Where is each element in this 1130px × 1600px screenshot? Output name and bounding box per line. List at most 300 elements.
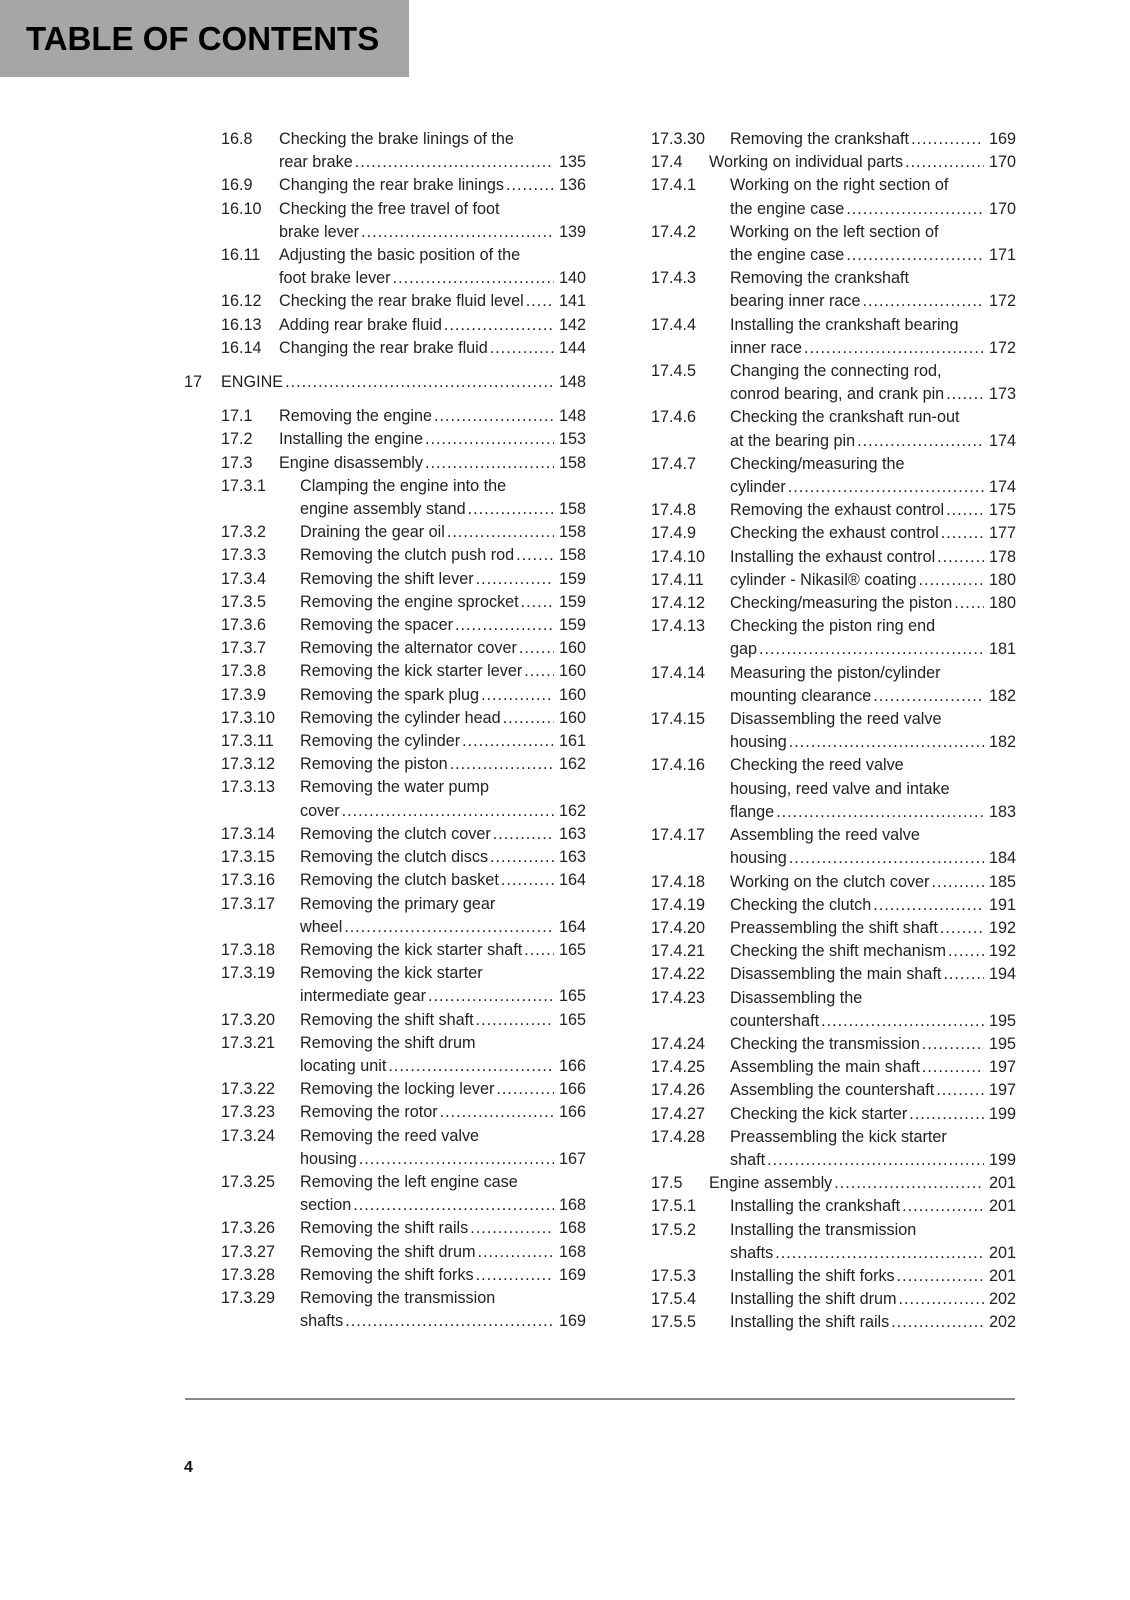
dot-leader [834,1172,984,1195]
toc-entry-title: Removing the shift lever [300,569,474,588]
toc-entry-title: Removing the cylinder head [300,708,501,727]
toc-entry-title: Changing the rear brake linings [279,176,504,195]
toc-entry-title: Checking the piston ring end [730,617,936,636]
toc-entry[interactable] [651,1265,1016,1288]
toc-entry-title: flange [730,802,775,821]
toc-entry-page: 174 [988,478,1016,497]
toc-entry-title: Removing the shift drum [300,1033,476,1052]
toc-entry-page: 197 [988,1058,1016,1077]
toc-entry-title: Installing the engine [279,430,423,449]
toc-entry-number: 16.14 [221,338,262,357]
toc-entry-page: 177 [988,524,1016,543]
toc-entry-title: Removing the kick starter shaft [300,940,523,959]
dot-leader [476,1009,554,1032]
toc-entry[interactable] [651,1219,1016,1265]
toc-entry-number: 17.3.5 [221,592,267,611]
dot-leader [506,174,554,197]
toc-entry-title: Removing the cylinder [300,732,461,751]
toc-entry[interactable] [651,546,1016,569]
toc-entry-title: Disassembling the [730,988,863,1007]
toc-entry-page: 153 [558,430,586,449]
toc-entry[interactable] [651,871,1016,894]
dot-leader [891,1311,984,1334]
toc-entry-title: Clamping the engine into the [300,476,507,495]
toc-entry-title: Draining the gear oil [300,523,445,542]
toc-entry[interactable] [651,406,1016,452]
toc-entry[interactable] [651,1288,1016,1311]
dot-leader [490,337,554,360]
toc-entry-title: Checking the crankshaft run-out [730,408,960,427]
toc-entry-title: Checking/measuring the [730,454,905,473]
toc-entry-title: the engine case [730,246,845,265]
toc-entry-number: 17.4.4 [651,315,697,334]
dot-leader [911,128,984,151]
toc-entry-title: Removing the reed valve [300,1126,480,1145]
toc-entry-title: Checking the kick starter [730,1104,908,1123]
toc-entry[interactable] [651,1079,1016,1102]
dot-leader [462,730,554,753]
toc-entry-title: Disassembling the reed valve [730,710,942,729]
toc-entry[interactable] [184,290,586,313]
toc-entry-number: 16.9 [221,176,253,195]
dot-leader [940,917,984,940]
toc-entry-title: Assembling the reed valve [730,826,920,845]
toc-entry-page: 160 [558,685,586,704]
toc-entry[interactable] [651,1172,1016,1195]
toc-entry-number: 17.4.25 [651,1058,706,1077]
toc-entry[interactable] [184,371,586,394]
toc-entry-title: Removing the crankshaft [730,269,910,288]
toc-right-column [651,128,1016,1335]
toc-entry[interactable] [651,453,1016,499]
dot-leader [434,405,554,428]
toc-entry-title: Preassembling the kick starter [730,1127,947,1146]
toc-entry-number: 17.3.20 [221,1010,276,1029]
toc-entry-number: 17.3.11 [221,732,274,751]
dot-leader [905,151,984,174]
toc-entry-page: 167 [558,1149,586,1168]
toc-entry-title: Checking the exhaust control [730,524,939,543]
toc-entry[interactable] [184,1171,586,1217]
toc-entry-number: 17.3.25 [221,1172,276,1191]
toc-entry-number: 17.3.17 [221,894,276,913]
toc-entry-number: 17.3.27 [221,1242,276,1261]
toc-entry-page: 136 [558,176,586,195]
toc-entry[interactable] [184,544,586,567]
toc-entry-number: 17.4.10 [651,547,706,566]
dot-leader [937,546,984,569]
toc-entry-number: 17.5.5 [651,1313,697,1332]
page-title: TABLE OF CONTENTS [26,20,380,57]
toc-entry-number: 17.5.4 [651,1290,697,1309]
toc-entry[interactable] [184,614,586,637]
toc-entry-number: 17.3.2 [221,523,267,542]
toc-entry-title: shafts [730,1243,774,1262]
dot-leader [481,684,554,707]
dot-leader [455,614,554,637]
toc-entry-title: housing, reed valve and intake [730,779,950,798]
toc-entry-number: 17.3.30 [651,130,706,148]
toc-entry-number: 17.3.15 [221,848,276,867]
toc-entry[interactable] [651,128,1016,151]
toc-entry-title: Working on the left section of [730,222,939,241]
toc-entry[interactable] [651,708,1016,754]
toc-entry-title: Removing the clutch cover [300,824,491,843]
toc-entry-title: the engine case [730,199,845,218]
dot-leader [521,591,554,614]
toc-entry-number: 17.4.8 [651,501,697,520]
toc-entry-title: Changing the connecting rod, [730,362,942,381]
toc-entry-page: 158 [558,546,586,565]
toc-entry-title: Removing the primary gear [300,894,496,913]
toc-entry-title: wheel [300,917,343,936]
toc-entry-page: 172 [988,292,1016,311]
toc-entry[interactable] [651,1033,1016,1056]
toc-entry[interactable] [184,244,586,290]
toc-entry-number: 17.3.12 [221,755,276,774]
toc-entry-number: 17.3.13 [221,778,276,797]
toc-entry-number: 17.3.3 [221,546,267,565]
toc-entry-number: 16.11 [221,246,261,265]
toc-entry-page: 192 [988,942,1016,961]
toc-entry-title: Removing the transmission [300,1288,496,1307]
toc-entry-title: Working on individual parts [709,153,904,172]
toc-entry[interactable] [184,1032,586,1078]
toc-entry-number: 17.4.20 [651,918,706,937]
toc-entry-title: Installing the shift forks [730,1266,895,1285]
toc-entry-number: 17.4.23 [651,988,706,1007]
dot-leader [789,731,984,754]
dot-leader [526,290,554,313]
toc-entry-page: 178 [988,547,1016,566]
toc-entry-number: 17.3.1 [221,476,267,495]
toc-entry[interactable] [651,1195,1016,1218]
toc-entry[interactable] [651,894,1016,917]
dot-leader [285,371,554,394]
toc-entry[interactable] [651,754,1016,824]
dot-leader [428,985,554,1008]
toc-entry[interactable] [184,405,586,428]
dot-leader [941,522,984,545]
toc-entry-title: Checking the shift mechanism [730,942,946,961]
dot-leader [450,753,554,776]
toc-entry-page: 180 [988,570,1016,589]
toc-entry[interactable] [651,615,1016,661]
toc-entry[interactable] [184,1287,586,1333]
toc-entry[interactable] [184,1264,586,1287]
toc-entry-page: 168 [558,1242,586,1261]
dot-leader [857,430,984,453]
toc-entry-page: 185 [988,872,1016,891]
toc-entry-page: 174 [988,431,1016,450]
toc-entry[interactable] [651,917,1016,940]
toc-entry[interactable] [184,893,586,939]
dot-leader [425,452,554,475]
toc-entry-number: 17.4.22 [651,965,706,984]
dot-leader [425,428,554,451]
toc-entry-title: engine assembly stand [300,500,466,519]
dot-leader [361,221,554,244]
dot-leader [922,1033,984,1056]
toc-entry-page: 142 [558,315,586,334]
toc-entry[interactable] [651,221,1016,267]
dot-leader [954,592,984,615]
toc-entry[interactable] [651,314,1016,360]
toc-entry-page: 158 [558,500,586,519]
toc-entry[interactable] [651,987,1016,1033]
dot-leader [898,1288,984,1311]
toc-entry-page: 164 [558,871,586,890]
toc-entry-page: 144 [558,338,586,357]
toc-entry[interactable] [184,753,586,776]
dot-leader [897,1265,984,1288]
toc-entry-title: Checking the clutch [730,895,872,914]
toc-entry[interactable] [651,1056,1016,1079]
toc-entry-title: Removing the crankshaft [730,130,910,148]
toc-entry-page: 159 [558,616,586,635]
dot-leader [468,498,554,521]
toc-entry-number: 17.3.29 [221,1288,276,1307]
toc-entry[interactable] [651,1126,1016,1172]
toc-entry-page: 160 [558,639,586,658]
toc-entry[interactable] [184,776,586,822]
toc-entry-page: 160 [558,708,586,727]
toc-entry[interactable] [651,360,1016,406]
toc-entry-page: 135 [558,153,586,172]
toc-entry[interactable] [651,940,1016,963]
toc-entry-page: 163 [558,848,586,867]
toc-entry-number: 16.8 [221,130,253,148]
toc-entry-title: Removing the shift rails [300,1219,469,1238]
toc-entry[interactable] [184,869,586,892]
toc-entry[interactable] [184,823,586,846]
toc-entry-page: 170 [988,153,1016,172]
dot-leader [946,499,984,522]
dot-leader [353,1194,554,1217]
toc-entry[interactable] [651,592,1016,615]
toc-entry[interactable] [184,198,586,244]
toc-entry-number: 17.4.15 [651,710,706,729]
toc-entry[interactable] [184,1009,586,1032]
toc-entry[interactable] [651,174,1016,220]
dot-leader [936,1079,984,1102]
toc-entry[interactable] [651,499,1016,522]
dot-leader [902,1195,984,1218]
toc-entry-number: 17.5.1 [651,1197,697,1216]
toc-entry-title: Removing the shift shaft [300,1010,474,1029]
toc-entry[interactable] [184,568,586,591]
toc-entry-page: 161 [558,732,586,751]
toc-entry-title: Preassembling the shift shaft [730,918,938,937]
toc-entry-page: 165 [558,1010,586,1029]
toc-entry-number: 17.3.19 [221,964,276,983]
toc-entry-page: 169 [558,1312,586,1331]
toc-entry[interactable] [184,1125,586,1171]
toc-entry-number: 17.3.8 [221,662,267,681]
toc-entry-title: shaft [730,1150,766,1169]
toc-entry[interactable] [651,824,1016,870]
toc-entry-title: Working on the right section of [730,176,949,195]
toc-entry-title: at the bearing pin [730,431,856,450]
toc-entry-page: 201 [988,1266,1016,1285]
toc-entry-page: 170 [988,199,1016,218]
toc-entry[interactable] [184,128,586,174]
toc-entry-number: 17.5.2 [651,1220,697,1239]
toc-entry-title: cover [300,801,340,820]
toc-entry[interactable] [651,963,1016,986]
toc-entry-page: 201 [988,1243,1016,1262]
toc-entry[interactable] [651,151,1016,174]
dot-leader [759,638,984,661]
toc-entry[interactable] [651,569,1016,592]
toc-entry-title: inner race [730,338,802,357]
toc-entry-number: 16.12 [221,292,262,311]
toc-entry-number: 17.4.27 [651,1104,706,1123]
toc-entry-title: Removing the kick starter lever [300,662,523,681]
dot-leader [470,1217,554,1240]
dot-leader [342,800,554,823]
toc-entry-page: 199 [988,1104,1016,1123]
toc-entry-number: 16.13 [221,315,262,334]
dot-leader [359,1148,554,1171]
toc-entry-number: 16.10 [221,199,262,218]
toc-entry[interactable] [184,707,586,730]
toc-entry-number: 17.3.7 [221,639,267,658]
toc-entry-title: Removing the clutch discs [300,848,489,867]
toc-entry-title: Working on the clutch cover [730,872,930,891]
toc-entry-number: 17.2 [221,430,253,449]
toc-entry-page: 201 [988,1174,1016,1193]
dot-leader [477,1241,554,1264]
dot-leader [873,685,984,708]
toc-entry-number: 17.4.3 [651,269,697,288]
toc-entry-number: 17.3.6 [221,616,267,635]
toc-entry-title: Removing the alternator cover [300,639,517,658]
toc-entry-page: 159 [558,592,586,611]
dot-leader [501,869,554,892]
dot-leader [476,568,554,591]
toc-entry-title: Assembling the countershaft [730,1081,935,1100]
toc-entry-page: 158 [558,523,586,542]
dot-leader [393,267,554,290]
toc-entry-page: 162 [558,755,586,774]
toc-entry-title: Removing the clutch basket [300,871,499,890]
toc-entry-title: housing [730,733,787,752]
toc-entry-number: 17.4.18 [651,872,706,891]
toc-entry-number: 17.4.2 [651,222,697,241]
toc-entry-number: 17.4.7 [651,454,697,473]
toc-entry-page: 168 [558,1196,586,1215]
toc-entry-number: 17.1 [221,407,253,426]
dot-leader [821,1010,984,1033]
toc-entry[interactable] [184,337,586,360]
toc-entry-page: 184 [988,849,1016,868]
toc-entry-number: 17.3.23 [221,1103,276,1122]
toc-entry-number: 17.4 [651,153,683,172]
toc-entry-title: Checking/measuring the piston [730,594,953,613]
toc-entry-number: 17.4.28 [651,1127,706,1146]
toc-entry-number: 17.4.13 [651,617,706,636]
toc-entry-page: 165 [558,940,586,959]
toc-entry-number: 17.3.9 [221,685,267,704]
toc-entry[interactable] [184,521,586,544]
toc-entry[interactable] [184,846,586,869]
toc-entry[interactable] [184,475,586,521]
toc-entry-title: Removing the engine sprocket [300,592,519,611]
toc-entry-title: Removing the shift forks [300,1265,474,1284]
toc-entry[interactable] [651,522,1016,545]
dot-leader [804,337,984,360]
toc-entry[interactable] [651,267,1016,313]
toc-entry[interactable] [184,730,586,753]
toc-entry-title: Removing the exhaust control [730,501,945,520]
toc-entry[interactable] [184,939,586,962]
dot-leader [524,939,554,962]
toc-entry-title: brake lever [279,222,360,241]
toc-entry-page: 199 [988,1150,1016,1169]
toc-entry-page: 166 [558,1056,586,1075]
toc-entry-page: 169 [558,1265,586,1284]
toc-entry-title: rear brake [279,153,353,172]
toc-entry[interactable] [184,684,586,707]
toc-entry[interactable] [184,1217,586,1240]
toc-entry[interactable] [184,1241,586,1264]
toc-entry-number: 17.3.18 [221,940,276,959]
toc-entry-number: 17.4.6 [651,408,697,427]
dot-leader [873,894,984,917]
toc-entry[interactable] [184,591,586,614]
footer-divider [185,1398,1015,1400]
page-number: 4 [184,1459,193,1476]
toc-entry[interactable] [184,1101,586,1124]
toc-entry-number: 17 [184,373,203,392]
toc-entry-number: 17.3.4 [221,569,267,588]
toc-entry[interactable] [184,174,586,197]
dot-leader [943,963,984,986]
toc-entry[interactable] [651,1103,1016,1126]
dot-leader [440,1101,554,1124]
toc-entry-title: gap [730,640,758,659]
toc-entry-page: 166 [558,1080,586,1099]
toc-entry[interactable] [184,428,586,451]
dot-leader [788,476,984,499]
toc-entry-number: 17.4.16 [651,756,706,775]
toc-entry-title: Installing the crankshaft [730,1197,901,1216]
toc-entry-number: 17.4.19 [651,895,706,914]
toc-entry[interactable] [184,314,586,337]
toc-entry[interactable] [184,660,586,683]
toc-entry-title: Removing the locking lever [300,1080,495,1099]
toc-entry[interactable] [184,962,586,1008]
toc-entry[interactable] [651,1311,1016,1334]
dot-leader [493,823,554,846]
toc-entry[interactable] [184,452,586,475]
toc-entry-number: 17.4.9 [651,524,697,543]
toc-entry-title: Changing the rear brake fluid [279,338,488,357]
toc-entry-title: bearing inner race [730,292,861,311]
toc-entry-title: Installing the shift drum [730,1290,897,1309]
toc-entry[interactable] [184,637,586,660]
toc-entry-number: 17.5.3 [651,1266,697,1285]
toc-entry-title: foot brake lever [279,269,391,288]
toc-entry-title: mounting clearance [730,686,872,705]
toc-entry[interactable] [651,662,1016,708]
toc-entry-page: 141 [558,292,586,311]
toc-entry-title: Checking the transmission [730,1034,920,1053]
toc-entry[interactable] [184,1078,586,1101]
toc-entry-page: 202 [988,1313,1016,1332]
dot-leader [496,1078,554,1101]
